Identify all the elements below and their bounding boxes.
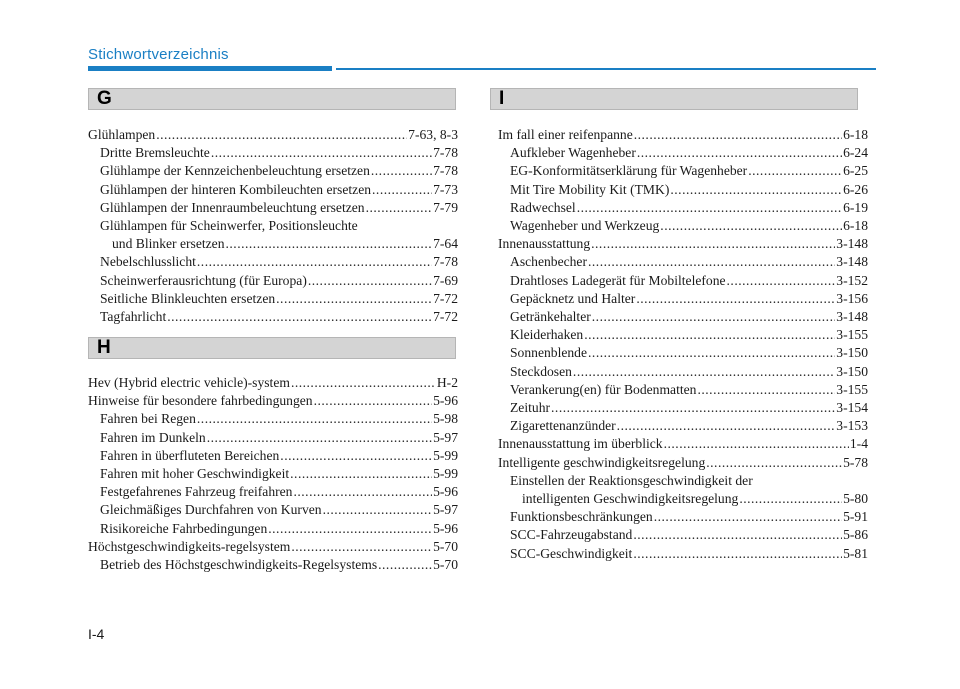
dot-leader [592, 308, 836, 326]
index-entry [88, 392, 458, 410]
index-entry [88, 162, 458, 180]
index-entry [498, 399, 868, 417]
index-entry-term: Risikoreiche Fahrbedingungen [100, 520, 268, 536]
index-entry [88, 235, 458, 253]
dot-leader [697, 381, 835, 399]
index-entry-term: Festgefahrenes Fahrzeug freifahren [100, 484, 293, 500]
section-g-entries [88, 126, 458, 326]
index-entry-term: Scheinwerferausrichtung (für Europa) [100, 272, 307, 288]
section-header-i: I [490, 88, 858, 110]
index-entry-term: Verankerung(en) für Bodenmatten [510, 381, 697, 397]
index-entry [498, 253, 868, 271]
index-entry-term: Glühlampen [88, 127, 156, 142]
index-entry [498, 126, 868, 144]
index-entry-term: Aschenbecher [510, 254, 587, 270]
index-entry-page: 5-98 [433, 411, 458, 427]
index-entry [88, 465, 458, 483]
dot-leader [670, 181, 842, 199]
index-entry-page: 7-72 [433, 290, 458, 306]
index-entry-page: 6-24 [843, 145, 868, 161]
index-entry-term: Hev (Hybrid electric vehicle)-system [88, 375, 290, 390]
index-entry [88, 217, 458, 235]
index-entry [88, 290, 458, 308]
index-entry-page: 1-4 [849, 436, 868, 452]
index-entry-page: 7-78 [433, 145, 458, 161]
dot-leader [308, 272, 432, 290]
index-entry-term: Fahren in überfluteten Bereichen [100, 447, 280, 463]
index-entry [498, 508, 868, 526]
index-entry-page: 6-26 [843, 181, 868, 197]
dot-leader [637, 144, 842, 162]
index-entry [88, 556, 458, 574]
dot-leader [293, 483, 432, 501]
index-entry [498, 290, 868, 308]
dot-leader [291, 538, 432, 556]
index-entry [88, 272, 458, 290]
index-entry-term: Glühlampen für Scheinwerfer, Positionsleuchte [100, 218, 358, 234]
index-entry-term: Einstellen der Reaktionsgeschwindigkeit der [510, 472, 753, 488]
dot-leader [167, 308, 432, 326]
index-entry [498, 545, 868, 563]
index-entry-page: 5-99 [433, 447, 458, 463]
index-entry-page: 7-78 [433, 254, 458, 270]
dot-leader [372, 181, 432, 199]
index-entry-page: 3-152 [836, 272, 868, 288]
index-entry-page: 3-148 [836, 309, 868, 325]
dot-leader [654, 508, 842, 526]
dot-leader [291, 374, 436, 392]
index-entry-term: intelligenten Geschwindigkeitsregelung [522, 491, 739, 507]
index-entry [498, 363, 868, 381]
index-entry [88, 144, 458, 162]
index-entry-page: 5-86 [843, 527, 868, 543]
index-entry-page: 3-156 [836, 290, 868, 306]
index-entry-page: 3-150 [836, 345, 868, 361]
header-rule [336, 68, 876, 70]
index-entry-page: 5-91 [843, 509, 868, 525]
index-entry-term: Mit Tire Mobility Kit (TMK) [510, 181, 670, 197]
index-entry [498, 454, 868, 472]
dot-leader [588, 253, 835, 271]
index-entry-page: 7-64 [433, 236, 458, 252]
index-entry [498, 199, 868, 217]
index-entry-page: 3-155 [836, 327, 868, 343]
index-entry-term: Intelligente geschwindigkeitsregelung [498, 454, 706, 470]
index-entry [498, 435, 868, 453]
dot-leader [366, 199, 432, 217]
dot-leader [636, 290, 835, 308]
dot-leader [197, 410, 432, 428]
index-entry-page: 5-78 [843, 454, 868, 470]
index-entry [88, 374, 458, 392]
dot-leader [706, 454, 842, 472]
index-entry-page: 3-148 [836, 254, 868, 270]
index-entry [498, 272, 868, 290]
dot-leader [371, 162, 432, 180]
index-entry-page: 5-96 [433, 484, 458, 500]
index-entry [498, 526, 868, 544]
index-entry-term: Betrieb des Höchstgeschwindigkeits-Regelsystems [100, 557, 378, 573]
dot-leader [551, 399, 835, 417]
dot-leader [156, 126, 407, 144]
index-entry-page: 7-73 [433, 181, 458, 197]
index-entry [498, 181, 868, 199]
index-entry-term: Drahtloses Ladegerät für Mobiltelefone [510, 272, 726, 288]
index-entry [498, 490, 868, 508]
index-entry [498, 417, 868, 435]
dot-leader [276, 290, 432, 308]
index-entry [88, 429, 458, 447]
index-entry-term: Dritte Bremsleuchte [100, 145, 210, 161]
index-entry-page: 5-97 [433, 502, 458, 518]
index-entry-term: Zeituhr [510, 400, 551, 416]
dot-leader [584, 326, 835, 344]
index-entry-term: Fahren im Dunkeln [100, 429, 206, 445]
dot-leader [323, 501, 433, 519]
index-entry-page: 6-25 [843, 163, 868, 179]
index-entry [498, 162, 868, 180]
index-entry-term: Gepäcknetz und Halter [510, 290, 636, 306]
index-entry [88, 181, 458, 199]
index-entry-page: 7-69 [433, 272, 458, 288]
index-entry-page: 5-99 [433, 466, 458, 482]
index-entry [498, 326, 868, 344]
index-entry-page: 6-19 [843, 199, 868, 215]
dot-leader [664, 435, 849, 453]
index-entry-term: Seitliche Blinkleuchten ersetzen [100, 290, 276, 306]
index-entry-term: EG-Konformitätserklärung für Wagenheber [510, 163, 748, 179]
index-entry [88, 520, 458, 538]
index-entry-term: Sonnenblende [510, 345, 588, 361]
index-entry-page: 5-70 [433, 557, 458, 573]
dot-leader [268, 520, 432, 538]
index-entry [498, 472, 868, 490]
section-h-entries [88, 374, 458, 574]
index-entry-page: 3-155 [836, 381, 868, 397]
dot-leader [727, 272, 836, 290]
index-entry-term: Glühlampen der hinteren Kombileuchten ersetzen [100, 181, 372, 197]
index-entry [88, 410, 458, 428]
dot-leader [314, 392, 432, 410]
index-entry-page: 5-80 [843, 491, 868, 507]
dot-leader [591, 235, 835, 253]
index-entry [498, 381, 868, 399]
dot-leader [748, 162, 842, 180]
index-entry-page: 3-153 [836, 418, 868, 434]
index-entry-term: Innenausstattung [498, 236, 591, 252]
index-entry-page: 3-150 [836, 363, 868, 379]
dot-leader [588, 344, 835, 362]
index-entry-page: H-2 [436, 375, 458, 390]
index-entry [498, 217, 868, 235]
index-entry-term: Höchstgeschwindigkeits-regelsystem [88, 538, 291, 554]
index-entry-term: Aufkleber Wagenheber [510, 145, 636, 161]
index-entry-term: Funktionsbeschränkungen [510, 509, 653, 525]
dot-leader [739, 490, 842, 508]
index-entry-term: Nebelschlusslicht [100, 254, 196, 270]
dot-leader [634, 126, 842, 144]
index-entry-term: Zigarettenanzünder [510, 418, 616, 434]
index-entry [88, 308, 458, 326]
index-entry-page: 5-97 [433, 429, 458, 445]
index-entry [88, 538, 458, 556]
index-entry-term: Gleichmäßiges Durchfahren von Kurven [100, 502, 322, 518]
index-entry-term: Fahren mit hoher Geschwindigkeit [100, 466, 290, 482]
index-entry [498, 344, 868, 362]
index-entry-term: Radwechsel [510, 199, 576, 215]
dot-leader [197, 253, 432, 271]
index-entry [498, 308, 868, 326]
index-entry-term: Kleiderhaken [510, 327, 584, 343]
index-entry-term: Hinweise für besondere fahrbedingungen [88, 393, 313, 409]
index-entry-page: 5-70 [433, 538, 458, 554]
index-entry-term: Fahren bei Regen [100, 411, 196, 427]
section-header-h: H [88, 337, 456, 359]
dot-leader [573, 363, 835, 381]
index-entry [498, 235, 868, 253]
dot-leader [660, 217, 842, 235]
dot-leader [633, 545, 842, 563]
index-entry-term: Getränkehalter [510, 309, 591, 325]
dot-leader [207, 429, 432, 447]
index-entry [88, 126, 458, 144]
dot-leader [378, 556, 432, 574]
dot-leader [633, 526, 842, 544]
index-entry-term: Im fall einer reifenpanne [498, 127, 633, 142]
dot-leader [280, 447, 432, 465]
header-rule-accent [88, 66, 332, 71]
index-entry-term: Innenausstattung im überblick [498, 436, 663, 452]
index-entry-page: 6-18 [843, 127, 868, 142]
page-number: I-4 [88, 626, 105, 642]
index-entry-term: SCC-Geschwindigkeit [510, 545, 633, 561]
index-entry [498, 144, 868, 162]
index-header-title: Stichwortverzeichnis [88, 46, 229, 63]
index-entry-page: 7-78 [433, 163, 458, 179]
index-entry-page: 7-79 [433, 199, 458, 215]
dot-leader [617, 417, 836, 435]
index-entry-term: Steckdosen [510, 363, 572, 379]
dot-leader [577, 199, 842, 217]
index-entry-term: Tagfahrlicht [100, 309, 167, 325]
index-entry-page: 7-63, 8-3 [408, 127, 458, 142]
index-entry-page: 5-96 [433, 393, 458, 409]
index-entry-term: Glühlampen der Innenraumbeleuchtung ersetzen [100, 199, 365, 215]
index-entry-page: 5-81 [843, 545, 868, 561]
index-entry-term: Wagenheber und Werkzeug [510, 218, 660, 234]
dot-leader [226, 235, 433, 253]
index-entry [88, 501, 458, 519]
index-entry-page: 5-96 [433, 520, 458, 536]
index-entry-term: Glühlampe der Kennzeichenbeleuchtung ersetzen [100, 163, 370, 179]
index-entry-term: und Blinker ersetzen [112, 236, 225, 252]
dot-leader [290, 465, 432, 483]
index-entry-page: 3-148 [836, 236, 868, 252]
section-header-g: G [88, 88, 456, 110]
index-entry [88, 483, 458, 501]
index-entry [88, 447, 458, 465]
section-i-entries [498, 126, 868, 563]
dot-leader [211, 144, 432, 162]
index-entry [88, 253, 458, 271]
index-entry-page: 6-18 [843, 218, 868, 234]
index-entry-page: 3-154 [836, 400, 868, 416]
index-entry-term: SCC-Fahrzeugabstand [510, 527, 633, 543]
index-entry-page: 7-72 [433, 309, 458, 325]
index-entry [88, 199, 458, 217]
